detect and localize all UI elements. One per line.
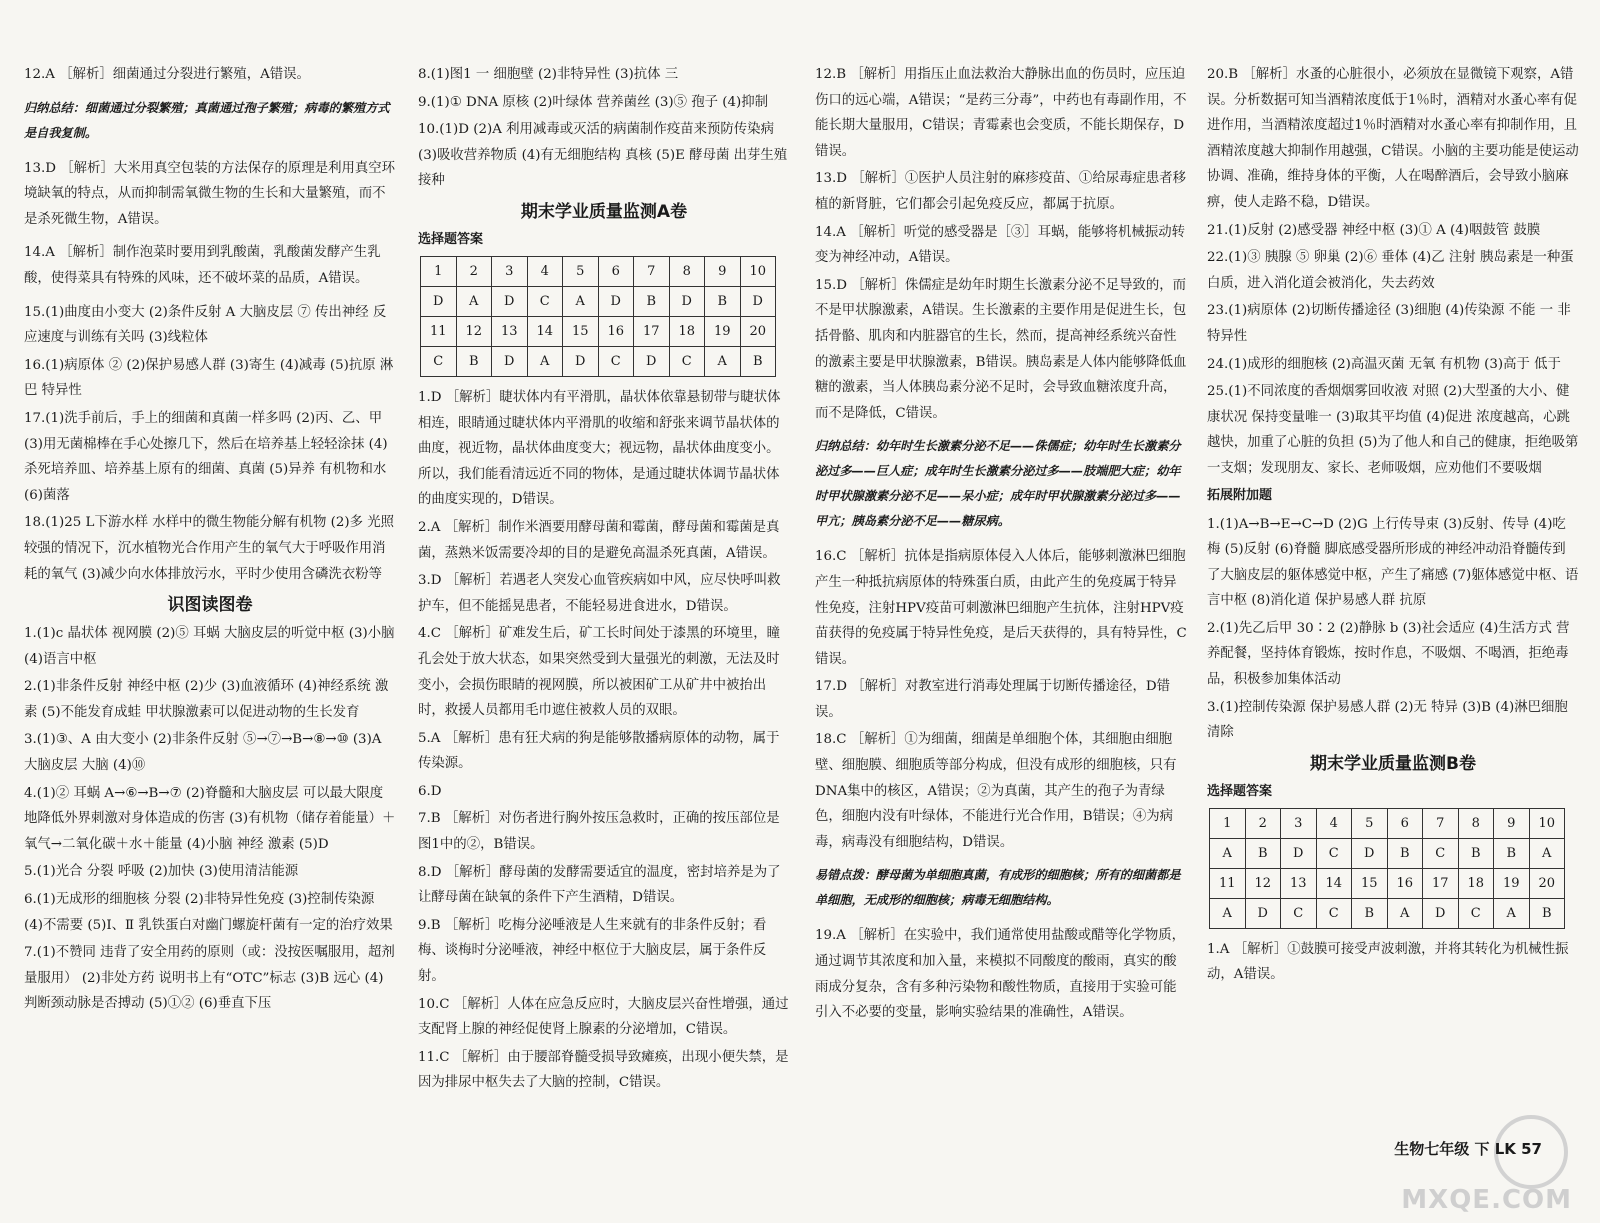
answer-item: 5.(1)光合 分裂 呼吸 (2)加快 (3)使用清洁能源 [24, 864, 299, 880]
table-cell: 17 [1423, 868, 1459, 898]
table-cell: 1 [1210, 808, 1246, 838]
table-cell: 14 [527, 316, 563, 346]
answer-item: 1.D ［解析］睫状体内有平滑肌，晶状体依靠悬韧带与睫状体相连，眼睛通过睫状体内平滑肌的收缩和舒张来调节晶状体的曲度，视近物，晶状体曲度变大；视远物，晶状体曲度变小。所以，我们能看清远近不同的物体，是通过睫状体调节晶状体的曲度实现的，D错误。 [418, 389, 781, 508]
extension-section-label: 拓展附加题 [1207, 487, 1273, 503]
table-row [421, 286, 776, 316]
table-cell: 10 [1529, 808, 1565, 838]
table-cell: 7 [634, 256, 670, 286]
table-cell: D [563, 346, 599, 376]
table-cell: B [1458, 838, 1494, 868]
table-cell: D [1245, 898, 1281, 928]
table-cell: D [1352, 838, 1388, 868]
table-cell: 19 [1494, 868, 1530, 898]
answer-item: 4.(1)② 耳蜗 A→⑥→B→⑦ (2)脊髓和大脑皮层 可以最大限度地降低外界刺激对身体造成的伤害 (3)有机物（储存着能量）＋氧气→二氧化碳＋水＋能量 (4)小脑 神经 激素 (5)D [24, 785, 396, 852]
table-cell: 19 [705, 316, 741, 346]
error-tip-note: 易错点拨：酵母菌为单细胞真菌，有成形的细胞核；所有的细菌都是单细胞，无成形的细胞核；病毒无细胞结构。 [815, 868, 1181, 908]
answer-item: 7.(1)不赞同 违背了安全用药的原则（或：没按医嘱服用，超剂量服用） (2)非处方药 说明书上有“OTC”标志 (3)B 远心 (4)判断颈动脉是否搏动 (5)①② (6)垂直下压 [24, 945, 395, 1012]
table-row [1210, 838, 1565, 868]
watermark-logo [1392, 1115, 1572, 1215]
table-row [421, 316, 776, 346]
table-row [421, 256, 776, 286]
table-cell: D [598, 286, 634, 316]
answer-item: 12.B ［解析］用指压止血法救治大静脉出血的伤员时，应压迫伤口的远心端，A错误；“是药三分毒”，中药也有毒副作用，不能长期大量服用，C错误；青霉素也会变质，不能长期保存，D错误。 [815, 67, 1187, 159]
answer-item: 7.B ［解析］对伤者进行胸外按压急救时，正确的按压部位是图1中的②，B错误。 [418, 811, 780, 853]
table-cell: C [527, 286, 563, 316]
table-cell: D [492, 346, 528, 376]
table-cell: 11 [1210, 868, 1246, 898]
answer-item: 1.(1)A→B→E→C→D (2)G 上行传导束 (3)反射、传导 (4)吃梅 (5)反射 (6)脊髓 脚底感受器所形成的神经冲动沿脊髓传到了大脑皮层的躯体感觉中枢，产生了痛感 (7)躯体感觉中枢、语言中枢 (8)消化道 保护易感人群 抗原 [1207, 516, 1579, 609]
table-cell: 2 [456, 256, 492, 286]
table-cell: 5 [563, 256, 599, 286]
table-cell: 4 [1316, 808, 1352, 838]
answer-item: 3.(1)③、A 由大变小 (2)非条件反射 ⑤→⑦→B→⑧→⑩ (3)A 大脑皮层 大脑 (4)⑩ [24, 732, 382, 774]
table-cell: B [1494, 838, 1530, 868]
table-cell: A [1210, 898, 1246, 928]
answer-item: 2.(1)先乙后甲 30∶2 (2)静脉 b (3)社会适应 (4)生活方式 营养配餐，坚持体育锻炼，按时作息，不吸烟、不喝酒，拒绝毒品，积极参加集体活动 [1207, 620, 1570, 688]
answer-item: 13.D ［解析］①医护人员注射的麻疹疫苗、①给尿毒症患者移植的新肾脏，它们都会引起免疫反应，都属于抗原。 [815, 171, 1187, 212]
answer-item: 3.(1)控制传染源 保护易感人群 (2)无 特异 (3)B (4)淋巴细胞 清除 [1207, 699, 1568, 741]
table-cell: C [598, 346, 634, 376]
table-cell: D [492, 286, 528, 316]
table-cell: 7 [1423, 808, 1459, 838]
table-cell: 14 [1316, 868, 1352, 898]
table-cell: C [1316, 838, 1352, 868]
summary-note: 归纳总结：幼年时生长激素分泌不足——侏儒症；幼年时生长激素分泌过多——巨人症；成年时生长激素分泌过多——肢端肥大症；幼年时甲状腺激素分泌不足——呆小症；成年时甲状腺激素分泌过多——甲亢；胰岛素分泌不足——糖尿病。 [815, 439, 1181, 529]
watermark-text: MXQE.COM [1401, 1185, 1572, 1215]
answer-item: 8.D ［解析］酵母菌的发酵需要适宜的温度，密封培养是为了让酵母菌在缺氧的条件下产生酒精，D错误。 [418, 864, 781, 906]
answer-item: 6.D [418, 783, 442, 799]
table-cell: D [1281, 838, 1317, 868]
table-cell: B [1387, 838, 1423, 868]
exam-a-title: 期末学业质量监测A卷 [520, 201, 688, 222]
table-cell: A [1494, 898, 1530, 928]
column-4 [1207, 62, 1579, 1162]
table-cell: 3 [1281, 808, 1317, 838]
answer-item: 19.A ［解析］在实验中，我们通常使用盐酸或醋等化学物质，通过调节其浓度和加入量，来模拟不同酸度的酸雨，真实的酸雨成分复杂，含有多种污染物和酸性物质，直接用于实验可能引入不必要的变量，影响实验结果的准确性，A错误。 [815, 928, 1185, 1021]
table-row [421, 346, 776, 376]
table-cell: 8 [669, 256, 705, 286]
column-2 [418, 62, 790, 1162]
table-cell: D [421, 286, 457, 316]
exam-a-answer-table [420, 256, 776, 377]
answer-item: 3.D ［解析］若遇老人突发心血管疾病如中风，应尽快呼叫救护车，但不能摇晃患者，不能轻易进食进水，D错误。 [418, 573, 781, 614]
table-cell: 20 [740, 316, 776, 346]
answer-item: 23.(1)病原体 (2)切断传播途径 (3)细胞 (4)传染源 不能 一 非特异性 [1207, 303, 1571, 344]
table-cell: 15 [563, 316, 599, 346]
answer-item: 5.A ［解析］患有狂犬病的狗是能够散播病原体的动物，属于传染源。 [418, 730, 780, 772]
table-cell: 5 [1352, 808, 1388, 838]
column-3 [815, 62, 1187, 1162]
table-cell: B [456, 346, 492, 376]
answer-item: 21.(1)反射 (2)感受器 神经中枢 (3)① A (4)咽鼓管 鼓膜 [1207, 222, 1541, 238]
table-cell: 12 [456, 316, 492, 346]
answer-item: 17.D ［解析］对教室进行消毒处理属于切断传播途径，D错误。 [815, 679, 1171, 720]
summary-note: 归纳总结：细菌通过分裂繁殖；真菌通过孢子繁殖；病毒的繁殖方式是自我复制。 [24, 100, 390, 140]
answer-item: 10.C ［解析］人体在应急反应时，大脑皮层兴奋性增强，通过支配肾上腺的神经促使肾上腺素的分泌增加，C错误。 [418, 996, 789, 1038]
answer-item: 9.(1)① DNA 原核 (2)叶绿体 营养菌丝 (3)⑤ 孢子 (4)抑制 [418, 94, 769, 110]
table-cell: 13 [492, 316, 528, 346]
table-cell: A [456, 286, 492, 316]
answer-item: 2.A ［解析］制作米酒要用酵母菌和霉菌，酵母菌和霉菌是真菌，蒸熟米饭需要冷却的目的是避免高温杀死真菌，A错误。 [418, 519, 780, 561]
answer-item: 14.A ［解析］制作泡菜时要用到乳酸菌，乳酸菌发酵产生乳酸，使得菜具有特殊的风味，还不破坏菜的品质，A错误。 [24, 245, 381, 286]
table-row [1210, 868, 1565, 898]
answer-item: 24.(1)成形的细胞核 (2)高温灭菌 无氧 有机物 (3)高于 低于 [1207, 356, 1561, 372]
table-cell: A [527, 346, 563, 376]
answer-item: 1.(1)c 晶状体 视网膜 (2)⑤ 耳蜗 大脑皮层的听觉中枢 (3)小脑 (4)语言中枢 [24, 626, 395, 667]
table-cell: B [1245, 838, 1281, 868]
answer-item: 13.D ［解析］大米用真空包装的方法保存的原理是利用真空环境缺氧的特点，从而抑制需氧微生物的生长和大量繁殖，而不是杀死微生物，A错误。 [24, 160, 396, 227]
table-cell: 16 [598, 316, 634, 346]
table-cell: D [669, 286, 705, 316]
table-cell: B [634, 286, 670, 316]
table-cell: 18 [1458, 868, 1494, 898]
answer-item: 15.D ［解析］侏儒症是幼年时期生长激素分泌不足导致的，而不是甲状腺激素，A错误。生长激素的主要作用是促进生长，包括骨骼、肌肉和内脏器官的生长，然而，提高神经系统兴奋性的激素主要是甲状腺激素，B错误。胰岛素是人体内能够降低血糖的激素，当人体胰岛素分泌不足时，会导致血糖浓度升高，而不是降低，C错误。 [815, 277, 1187, 421]
exam-a-label: 选择题答案 [418, 231, 484, 247]
table-cell: 2 [1245, 808, 1281, 838]
column-1 [24, 62, 396, 1162]
table-cell: 10 [740, 256, 776, 286]
table-cell: 18 [669, 316, 705, 346]
table-cell: 9 [1494, 808, 1530, 838]
answer-item: 11.C ［解析］由于腰部脊髓受损导致瘫痪，出现小便失禁，是因为排尿中枢失去了大脑的控制，C错误。 [418, 1049, 789, 1091]
table-cell: A [1387, 898, 1423, 928]
answer-item: 18.(1)25 L下游水样 水样中的微生物能分解有机物 (2)多 光照较强的情况下，沉水植物光合作用产生的氧气大于呼吸作用消耗的氧气 (3)减少向水体排放污水，平时少使用含磷洗衣粉等 [24, 515, 394, 582]
table-cell: D [634, 346, 670, 376]
table-cell: 11 [421, 316, 457, 346]
table-cell: 1 [421, 256, 457, 286]
table-row [1210, 898, 1565, 928]
table-cell: 12 [1245, 868, 1281, 898]
exam-b-title: 期末学业质量监测B卷 [1310, 753, 1476, 774]
table-cell: D [740, 286, 776, 316]
table-cell: C [1423, 838, 1459, 868]
table-cell: C [1458, 898, 1494, 928]
table-cell: 16 [1387, 868, 1423, 898]
table-cell: C [421, 346, 457, 376]
answer-item: 22.(1)③ 胰腺 ⑤ 卵巢 (2)⑥ 垂体 (4)乙 注射 胰岛素是一种蛋白质，进入消化道会被消化，失去药效 [1207, 250, 1574, 291]
answer-item: 15.(1)曲度由小变大 (2)条件反射 A 大脑皮层 ⑦ 传出神经 反应速度与训练有关吗 (3)线粒体 [24, 304, 387, 346]
table-cell: 6 [1387, 808, 1423, 838]
table-cell: C [669, 346, 705, 376]
answer-item: 1.A ［解析］①鼓膜可接受声波刺激，并将其转化为机械性振动，A错误。 [1207, 941, 1569, 983]
table-cell: 9 [705, 256, 741, 286]
table-cell: A [1529, 838, 1565, 868]
table-cell: B [1529, 898, 1565, 928]
table-row [1210, 808, 1565, 838]
page-footer: 生物七年级 下 LK 57 [1394, 1140, 1542, 1158]
answer-item: 25.(1)不同浓度的香烟烟雾回收液 对照 (2)大型蚤的大小、健康状况 保持变量唯一 (3)取其平均值 (4)促进 浓度越高，心跳越快，加重了心脏的负担 (5)为了他人和自己的健康，拒绝吸第一支烟；发现朋友、家长、老师吸烟，应劝他们不要吸烟 [1207, 384, 1579, 476]
table-cell: A [563, 286, 599, 316]
section-title: 识图读图卷 [167, 595, 253, 616]
table-cell: B [1352, 898, 1388, 928]
table-cell: A [1210, 838, 1246, 868]
answer-item: 10.(1)D (2)A 利用减毒或灭活的病菌制作疫苗来预防传染病 (3)吸收营养物质 (4)有无细胞结构 真核 (5)E 酵母菌 出芽生殖 接种 [418, 122, 788, 189]
table-cell: C [1281, 898, 1317, 928]
answer-item: 16.C ［解析］抗体是指病原体侵入人体后，能够刺激淋巴细胞产生一种抵抗病原体的特殊蛋白质，由此产生的免疫属于特异性免疫，注射HPV疫苗可刺激淋巴细胞产生抗体，注射HPV疫苗获得的免疫属于特异性免疫，是后天获得的，具有特异性，C错误。 [815, 549, 1187, 667]
answer-item: 12.A ［解析］细菌通过分裂进行繁殖，A错误。 [24, 67, 310, 82]
answer-item: 17.(1)洗手前后，手上的细菌和真菌一样多吗 (2)丙、乙、甲 (3)用无菌棉棒在手心处擦几下，然后在培养基上轻轻涂抹 (4)杀死培养皿、培养基上原有的细菌、真菌 (5)异养 有机物和水 (6)菌落 [24, 410, 388, 503]
table-cell: A [705, 346, 741, 376]
table-cell: D [1423, 898, 1459, 928]
table-cell: 13 [1281, 868, 1317, 898]
exam-b-answer-table [1209, 808, 1565, 929]
exam-b-label: 选择题答案 [1207, 783, 1273, 799]
table-cell: B [740, 346, 776, 376]
table-cell: 17 [634, 316, 670, 346]
table-cell: 3 [492, 256, 528, 286]
table-cell: 20 [1529, 868, 1565, 898]
answer-item: 14.A ［解析］听觉的感受器是［③］耳蜗，能够将机械振动转变为神经冲动，A错误。 [815, 224, 1185, 266]
answer-item: 2.(1)非条件反射 神经中枢 (2)少 (3)血液循环 (4)神经系统 激素 (5)不能发育成蛙 甲状腺激素可以促进动物的生长发育 [24, 679, 389, 720]
answer-item: 20.B ［解析］水蚤的心脏很小，必须放在显微镜下观察，A错误。分析数据可知当酒精浓度低于1％时，酒精对水蚤心率有促进作用，当酒精浓度超过1％时酒精对水蚤心率有抑制作用，且酒精浓度越大抑制作用越强，C错误。小脑的主要功能是使运动协调、准确，维持身体的平衡，人在喝醉酒后，会导致小脑麻痹，使人走路不稳，D错误。 [1207, 67, 1579, 210]
answer-item: 16.(1)病原体 ② (2)保护易感人群 (3)寄生 (4)减毒 (5)抗原 淋巴 特异性 [24, 357, 394, 399]
table-cell: 4 [527, 256, 563, 286]
answer-item: 8.(1)图1 一 细胞壁 (2)非特异性 (3)抗体 三 [418, 67, 679, 82]
table-cell: C [1316, 898, 1352, 928]
answer-item: 18.C ［解析］①为细菌，细菌是单细胞个体，其细胞由细胞壁、细胞膜、细胞质等部分构成，但没有成形的细胞核，只有DNA集中的核区，A错误；②为真菌，其产生的孢子为青绿色，细胞内没有叶绿体，不能进行光合作用，B错误；④为病毒，病毒没有细胞结构，D错误。 [815, 732, 1177, 850]
table-cell: 8 [1458, 808, 1494, 838]
answer-item: 4.C ［解析］矿难发生后，矿工长时间处于漆黑的环境里，瞳孔会处于放大状态，如果突然受到大量强光的刺激，无法及时变小，会损伤眼睛的视网膜，所以被困矿工从矿井中被抬出时，救援人员都用毛巾遮住被救人员的双眼。 [418, 626, 781, 719]
table-cell: B [705, 286, 741, 316]
answer-item: 6.(1)无成形的细胞核 分裂 (2)非特异性免疫 (3)控制传染源 (4)不需要 (5)Ⅰ、Ⅱ 乳铁蛋白对幽门螺旋杆菌有一定的治疗效果 [24, 892, 393, 933]
table-cell: 6 [598, 256, 634, 286]
answer-item: 9.B ［解析］吃梅分泌唾液是人生来就有的非条件反射；看梅、谈梅时分泌唾液，神经中枢位于大脑皮层，属于条件反射。 [418, 917, 767, 985]
table-cell: 15 [1352, 868, 1388, 898]
